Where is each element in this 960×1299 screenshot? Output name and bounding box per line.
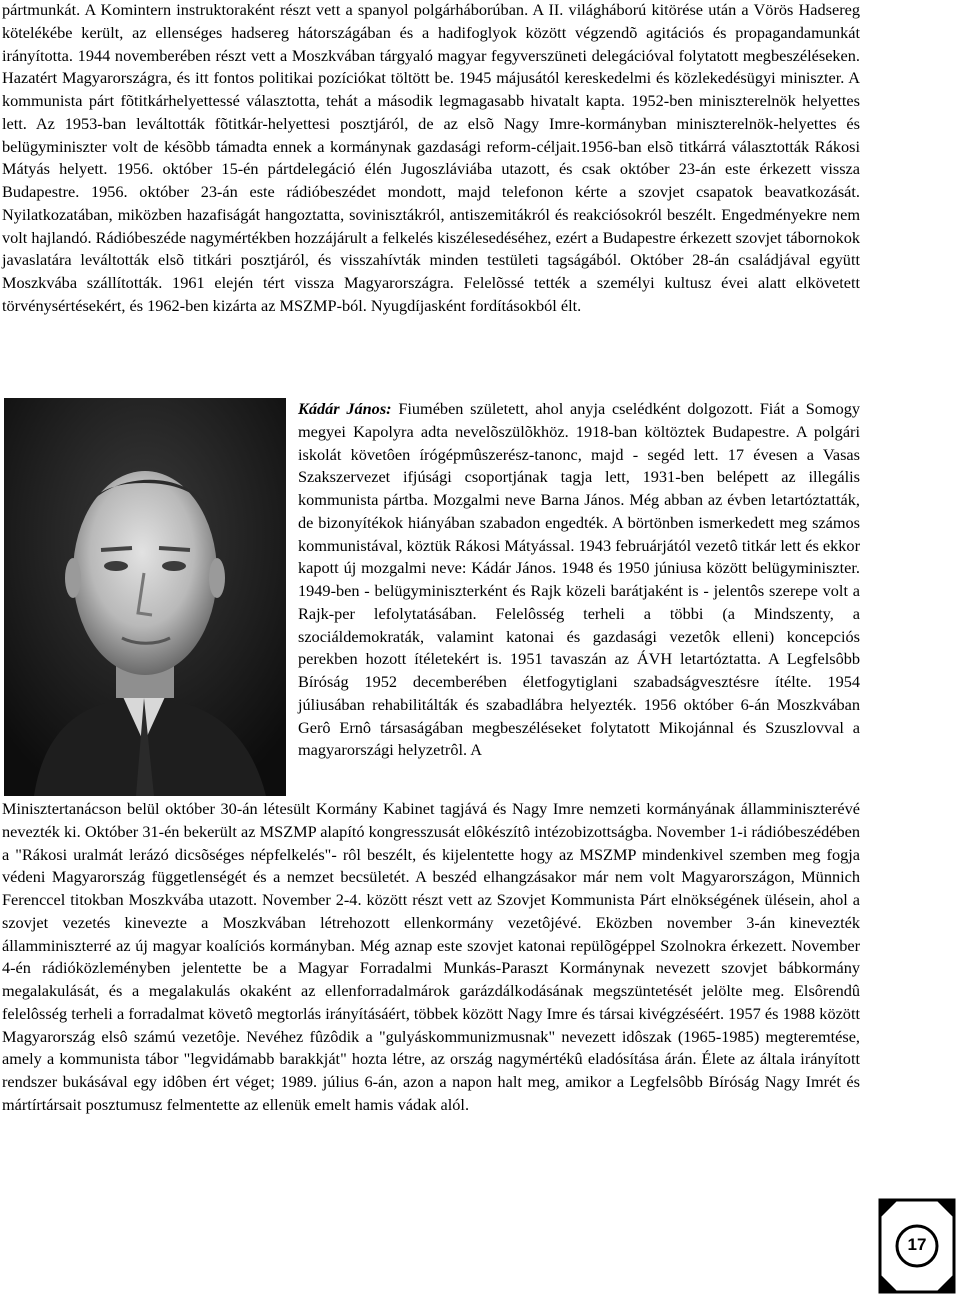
text-paragraph-rakosi-section: pártmunkát. A Komintern instruktoraként részt vett a spanyol polgárháborúban. A II. világháború kitörése után a Vörös Hadsereg kötelékébe került, az ellenséges hadsereg hátországában és a hadifoglyok között végzendõ agitációs és propagandamunkát irányította. 1944 novemberében részt vett a Moszkvában tárgyaló magyar fegyverszüneti delegációval folytatott megbeszéléseken. Hazatért Magyarországra, és itt fontos politikai pozíciókat töltött be. 1945 májusától kereskedelmi és közlekedésügyi miniszter. A kommunista párt fõtitkárhelyettessé választotta, tehát a második legmagasabb hivatalt kapta. 1952-ben miniszterelnök helyettes lett. Az 1953-ban leváltották fõtitkár-helyettesi posztjáról, de az elsõ Nagy Imre-kormányban miniszterelnök-helyettes és belügyminiszter volt de késõbb támadta ennek a kormánynak gazdasági reform-céljait.1956-ban elsõ titkárrá választották Rákosi Mátyás helyett. 1956. október 15-én pártdelegáció élén Jugoszláviába utazott, és csak október 23-án este érkezett vissza Budapestre. 1956. október 23-án este rádióbeszédet mondott, majd telefonon kérte a szovjet csapatok beavatkozását. Nyilatkozatában, miközben hazafiságát hangoztatta, sovinisztákról, antiszemitákról és reakciósokról beszélt. Engedményekre nem volt hajlandó. Rádióbeszéde nagymértékben hozzájárult a felkelés kiszélesedéséhez, ezért a Budapestre érkezett szovjet tábornokok javaslatára leváltották elsõ titkári posztjáról, és visszahívták minden testületi tagságából. Október 28-án családjával együtt Moszkvába szállították. 1961 elején tért vissza Magyarországra. Felelõssé tették a személyi kultusz évei alatt elkövetett törvénysértésekért, és 1962-ben kizárta az MSZMP-ból. Nyugdíjasként fordításokból élt. bbox=[2, 0, 860, 315]
page-number-badge-icon bbox=[878, 1198, 956, 1294]
biography-intro bbox=[298, 398, 860, 762]
portrait-photo-icon bbox=[4, 398, 286, 796]
page-number: 17 bbox=[907, 1235, 927, 1254]
biography-intro-text: Fiumében született, ahol anyja cselédként dolgozott. Fiát a Somogy megyei Kapolyra adta nevelõszülõkhöz. 1918-ban költöztek Budapestre. A polgári iskolát követôen írógépmûszerész-tanonc, majd - segéd lett. 17 évesen a Vasas Szakszervezet ifjúsági csoportjának tagja lett, 1931-ben belépett az illegális kommunista pártba. Mozgalmi neve Barna János. Még abban az évben letartóztatták, de bizonyítékok hiányában szabadon engedték. A börtönben ismerkedett meg számos kommunistával, köztük Rákosi Mátyással. 1943 februárjától vezetô titkár lett és ekkor kapott új mozgalmi neve: Kádár János. 1948 és 1950 júniusa között belügyminiszter. 1949-ben - belügyminiszterként és Rajk közeli barátjaként is - jelentôs szerepe volt a Rajk-per lefolytatásában. Felelôsség terheli a többi (a Mindszenty, a szociáldemokraták, valamint katonai és gazdasági vezetôk elleni) koncepciós perekben hozott ítéletekért is. 1951 tavaszán az ÁVH letartóztatta. A Legfelsôbb Bíróság 1952 decemberében életfogytiglani szabadságvesztésre ítélte. 1954 júliusában rehabilitálták és szabadlábra helyezték. 1956 október 6-án Moszkvában Gerô Ernô társaságában megbeszéléseket folytatott Mikojánnal és Szuszlovval a magyarországi helyzetrôl. A bbox=[298, 399, 860, 760]
biography-continuation: Minisztertanácson belül október 30-án létesült Kormány Kabinet tagjává és Nagy Imre nemzeti kormányának államminiszterévé nevezték ki. Október 31-én bekerült az MSZMP alapító kongresszusát elôkészítô intézobizottságba. November 1-i rádióbeszédében a "Rákosi uralmát lerázó dicsõséges népfelkelés"- rôl beszélt, és kijelentette hogy az MSZMP mindenkivel szemben meg fogja védeni Magyarország függetlenségét és a nemzet becsületét. A beszéd elhangzásakor már nem volt Magyarországon, Münnich Ferenccel titokban Moszkvába utazott. November 2-4. között részt vett az Szovjet Kommunista Párt elnökségének ülésein, ahol a szovjet vezetés kinevezte a Moszkvában létrehozott ellenkormány vezetôjévé. Eközben november 3-án kinevezték államminiszterré az új magyar koalíciós kormányban. Még aznap este szovjet katonai repülõgéppel Szolnokra érkezett. November 4-én rádióközleményben jelentette be a Magyar Forradalmi Munkás-Paraszt Kormánynak nevezett szovjet bábkormány megalakulását, és a megalakulás okaként az ellenforradalmárok garázdálkodásának megszüntetését jelölte meg. Elsôrendû felelôsség terheli a forradalmat követô megtorlás irányításáért, többek között Nagy Imre és társai kivégzéséért. 1957 és 1988 között Magyarország elsô számú vezetôje. Nevéhez fûzôdik a "gulyáskommunizmusnak" nevezett idôszak (1965-1985) megteremtése, amely a kommunista tábor "legvidámabb barakkját" hozta létre, az ország nagymértékû eladósítása árán. Élete az általa irányított rendszer bukásával egy idôben ért véget; 1989. július 6-án, azon a napon halt meg, amikor a Legfelsôbb Bíróság Nagy Imrét és mártírtársait posztumusz felmentette az ellenük emelt hamis vádak alól. bbox=[2, 799, 860, 1114]
biography-name: Kádár János: bbox=[298, 399, 392, 418]
